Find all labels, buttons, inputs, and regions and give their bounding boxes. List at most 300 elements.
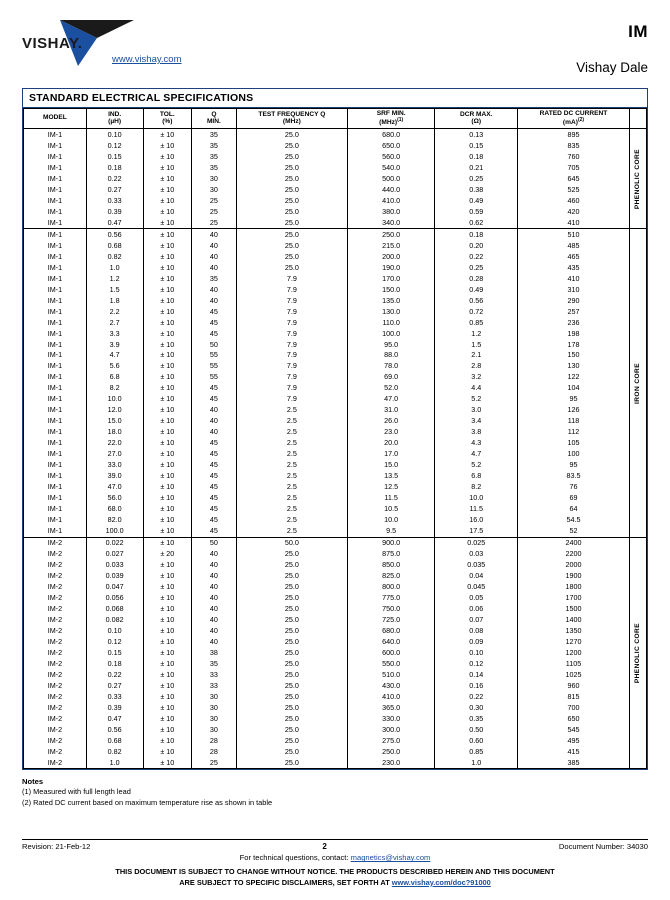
brand-name: Vishay Dale	[576, 60, 648, 75]
table-row	[24, 703, 647, 714]
cell-model: IM-1	[24, 405, 87, 416]
cell-value: 11.5	[348, 493, 435, 504]
cell-value: 435	[518, 262, 629, 273]
table-row	[24, 240, 647, 251]
notes-section	[22, 776, 648, 808]
cell-value: 560.0	[348, 151, 435, 162]
table-row	[24, 284, 647, 295]
cell-value: 0.03	[435, 549, 518, 560]
cell-value: 257	[518, 306, 629, 317]
cell-value: 0.33	[86, 195, 143, 206]
contact-prefix: For technical questions, contact:	[239, 853, 349, 863]
cell-value: 11.5	[435, 504, 518, 515]
cell-value: 4.3	[435, 438, 518, 449]
cell-value: ± 10	[143, 582, 192, 593]
cell-value: 69	[518, 493, 629, 504]
cell-value: 0.18	[435, 229, 518, 240]
cell-value: 0.15	[435, 140, 518, 151]
cell-value: 1200	[518, 648, 629, 659]
cell-value: 25.0	[236, 670, 347, 681]
cell-model: IM-2	[24, 670, 87, 681]
cell-value: 0.49	[435, 284, 518, 295]
cell-value: 0.045	[435, 582, 518, 593]
table-row	[24, 637, 647, 648]
disclaimer-prefix: ARE SUBJECT TO SPECIFIC DISCLAIMERS, SET FORTH AT	[179, 877, 390, 887]
cell-value: ± 10	[143, 140, 192, 151]
cell-value: 2.5	[236, 515, 347, 526]
cell-value: 104	[518, 383, 629, 394]
cell-model: IM-1	[24, 206, 87, 217]
cell-model: IM-1	[24, 229, 87, 240]
footer-top-row	[22, 842, 648, 851]
cell-value: ± 10	[143, 504, 192, 515]
cell-value: 33	[192, 670, 237, 681]
cell-value: 40	[192, 637, 237, 648]
cell-value: ± 10	[143, 735, 192, 746]
col-core-type	[629, 109, 646, 129]
cell-value: 2.5	[236, 471, 347, 482]
cell-model: IM-1	[24, 151, 87, 162]
disclaimer-link[interactable]: www.vishay.com/doc?91000	[391, 877, 491, 887]
cell-model: IM-1	[24, 350, 87, 361]
cell-value: ± 10	[143, 427, 192, 438]
cell-value: 13.5	[348, 471, 435, 482]
table-row	[24, 582, 647, 593]
cell-value: ± 10	[143, 195, 192, 206]
vishay-logo	[22, 18, 182, 70]
cell-value: 0.59	[435, 206, 518, 217]
cell-value: 2.1	[435, 350, 518, 361]
cell-value: 410.0	[348, 195, 435, 206]
cell-value: 0.22	[435, 692, 518, 703]
cell-value: 3.0	[435, 405, 518, 416]
cell-value: 420	[518, 206, 629, 217]
cell-value: 3.9	[86, 339, 143, 350]
cell-value: ± 10	[143, 526, 192, 537]
table-row	[24, 714, 647, 725]
cell-value: 198	[518, 328, 629, 339]
cell-value: 20.0	[348, 438, 435, 449]
cell-value: 15.0	[86, 416, 143, 427]
table-row	[24, 162, 647, 173]
cell-value: 25	[192, 217, 237, 228]
cell-value: 47.0	[86, 482, 143, 493]
cell-model: IM-1	[24, 471, 87, 482]
cell-value: 0.12	[86, 637, 143, 648]
cell-value: 25.0	[236, 659, 347, 670]
cell-value: 250.0	[348, 746, 435, 757]
cell-model: IM-2	[24, 604, 87, 615]
cell-model: IM-1	[24, 284, 87, 295]
cell-model: IM-1	[24, 328, 87, 339]
cell-value: 1.5	[86, 284, 143, 295]
table-row	[24, 173, 647, 184]
cell-value: 28	[192, 746, 237, 757]
cell-model: IM-1	[24, 438, 87, 449]
cell-value: 25	[192, 206, 237, 217]
cell-model: IM-1	[24, 262, 87, 273]
cell-model: IM-1	[24, 383, 87, 394]
cell-value: ± 10	[143, 129, 192, 140]
cell-value: 40	[192, 251, 237, 262]
cell-model: IM-2	[24, 637, 87, 648]
cell-value: 45	[192, 515, 237, 526]
cell-value: 895	[518, 129, 629, 140]
cell-value: 2200	[518, 549, 629, 560]
cell-value: 40	[192, 405, 237, 416]
cell-model: IM-2	[24, 615, 87, 626]
revision-date: Revision: 21-Feb-12	[22, 842, 91, 852]
cell-value: 25.0	[236, 757, 347, 768]
cell-value: 0.10	[86, 129, 143, 140]
table-row	[24, 449, 647, 460]
cell-value: 0.09	[435, 637, 518, 648]
cell-value: 0.25	[435, 262, 518, 273]
cell-model: IM-1	[24, 184, 87, 195]
table-row	[24, 471, 647, 482]
cell-value: ± 10	[143, 405, 192, 416]
cell-value: 40	[192, 295, 237, 306]
cell-value: 25.0	[236, 251, 347, 262]
cell-model: IM-1	[24, 460, 87, 471]
cell-value: 0.38	[435, 184, 518, 195]
cell-value: 100	[518, 449, 629, 460]
cell-value: 815	[518, 692, 629, 703]
cell-value: 645	[518, 173, 629, 184]
cell-value: 122	[518, 372, 629, 383]
cell-value: 30	[192, 714, 237, 725]
notes-heading: Notes	[22, 777, 44, 787]
cell-value: 750.0	[348, 604, 435, 615]
cell-value: 0.25	[435, 173, 518, 184]
table-row	[24, 692, 647, 703]
cell-model: IM-2	[24, 746, 87, 757]
cell-value: 30	[192, 692, 237, 703]
cell-value: 88.0	[348, 350, 435, 361]
cell-value: 700	[518, 703, 629, 714]
cell-model: IM-2	[24, 626, 87, 637]
cell-value: ± 10	[143, 659, 192, 670]
cell-model: IM-1	[24, 515, 87, 526]
cell-value: 0.82	[86, 746, 143, 757]
cell-value: 500.0	[348, 173, 435, 184]
cell-value: 30	[192, 184, 237, 195]
cell-value: 0.18	[435, 151, 518, 162]
cell-value: 3.8	[435, 427, 518, 438]
page-number: 2	[322, 842, 327, 852]
cell-value: 25.0	[236, 714, 347, 725]
cell-value: 4.4	[435, 383, 518, 394]
cell-value: ± 10	[143, 361, 192, 372]
cell-value: ± 10	[143, 515, 192, 526]
cell-value: 17.5	[435, 526, 518, 537]
cell-value: 410	[518, 217, 629, 228]
cell-value: 25.0	[236, 129, 347, 140]
table-row	[24, 361, 647, 372]
cell-value: ± 10	[143, 460, 192, 471]
cell-value: 0.49	[435, 195, 518, 206]
cell-value: 0.30	[435, 703, 518, 714]
cell-value: 0.85	[435, 317, 518, 328]
cell-value: 16.0	[435, 515, 518, 526]
cell-model: IM-1	[24, 173, 87, 184]
table-row	[24, 537, 647, 548]
cell-value: 10.5	[348, 504, 435, 515]
cell-value: 0.22	[86, 173, 143, 184]
cell-value: 230.0	[348, 757, 435, 768]
footer-divider	[22, 839, 648, 840]
cell-model: IM-2	[24, 582, 87, 593]
cell-value: ± 10	[143, 604, 192, 615]
cell-value: 410	[518, 273, 629, 284]
cell-value: ± 20	[143, 549, 192, 560]
cell-value: ± 10	[143, 757, 192, 768]
table-row	[24, 195, 647, 206]
cell-value: 365.0	[348, 703, 435, 714]
cell-value: 105	[518, 438, 629, 449]
page-header	[22, 18, 648, 82]
cell-value: 25.0	[236, 582, 347, 593]
cell-value: 510.0	[348, 670, 435, 681]
table-row	[24, 438, 647, 449]
cell-value: 0.12	[86, 140, 143, 151]
table-row	[24, 405, 647, 416]
cell-value: 25.0	[236, 648, 347, 659]
cell-value: 150.0	[348, 284, 435, 295]
table-row	[24, 460, 647, 471]
cell-value: 2.5	[236, 449, 347, 460]
cell-value: 1.0	[86, 757, 143, 768]
cell-value: 0.04	[435, 571, 518, 582]
cell-value: 190.0	[348, 262, 435, 273]
cell-value: 55	[192, 350, 237, 361]
cell-value: 960	[518, 681, 629, 692]
cell-value: 40	[192, 593, 237, 604]
col-q-min: Q MIN.	[192, 109, 237, 129]
cell-value: 0.22	[86, 670, 143, 681]
contact-email-link[interactable]: magnetics@vishay.com	[350, 853, 431, 863]
cell-value: ± 10	[143, 151, 192, 162]
cell-value: 540.0	[348, 162, 435, 173]
cell-value: 1700	[518, 593, 629, 604]
cell-value: 35	[192, 162, 237, 173]
cell-value: 25.0	[236, 604, 347, 615]
cell-value: 50	[192, 537, 237, 548]
cell-value: 25.0	[236, 615, 347, 626]
document-number: Document Number: 34030	[558, 842, 648, 852]
cell-value: 3.3	[86, 328, 143, 339]
cell-value: 0.39	[86, 206, 143, 217]
cell-value: 12.0	[86, 405, 143, 416]
cell-value: 0.47	[86, 217, 143, 228]
cell-value: 40	[192, 549, 237, 560]
svg-text:VISHAY.: VISHAY.	[22, 35, 83, 52]
cell-value: 40	[192, 604, 237, 615]
cell-value: 800.0	[348, 582, 435, 593]
cell-value: 7.9	[236, 317, 347, 328]
table-row	[24, 151, 647, 162]
cell-value: 2.5	[236, 493, 347, 504]
cell-value: 25.0	[236, 151, 347, 162]
table-row	[24, 615, 647, 626]
cell-value: 440.0	[348, 184, 435, 195]
cell-value: 0.56	[435, 295, 518, 306]
cell-value: 30	[192, 725, 237, 736]
cell-model: IM-1	[24, 361, 87, 372]
table-row	[24, 306, 647, 317]
cell-value: ± 10	[143, 383, 192, 394]
cell-value: 0.12	[435, 659, 518, 670]
cell-value: 33	[192, 681, 237, 692]
cell-value: 25.0	[236, 217, 347, 228]
table-row	[24, 549, 647, 560]
cell-model: IM-2	[24, 681, 87, 692]
cell-value: 340.0	[348, 217, 435, 228]
cell-value: 0.18	[86, 659, 143, 670]
cell-value: 760	[518, 151, 629, 162]
cell-value: 112	[518, 427, 629, 438]
cell-value: 25.0	[236, 746, 347, 757]
cell-value: 35	[192, 129, 237, 140]
table-row	[24, 350, 647, 361]
cell-value: ± 10	[143, 438, 192, 449]
cell-value: ± 10	[143, 229, 192, 240]
cell-value: 550.0	[348, 659, 435, 670]
cell-value: 10.0	[348, 515, 435, 526]
cell-value: 0.60	[435, 735, 518, 746]
cell-value: 50.0	[236, 537, 347, 548]
cell-value: 3.4	[435, 416, 518, 427]
table-row	[24, 339, 647, 350]
cell-value: 0.50	[435, 725, 518, 736]
cell-value: 1400	[518, 615, 629, 626]
cell-value: 40	[192, 229, 237, 240]
cell-value: 39.0	[86, 471, 143, 482]
cell-value: 0.035	[435, 560, 518, 571]
col-dcr-max: DCR MAX. (Ω)	[435, 109, 518, 129]
cell-value: 12.5	[348, 482, 435, 493]
cell-value: 1.0	[86, 262, 143, 273]
cell-value: 900.0	[348, 537, 435, 548]
cell-value: ± 10	[143, 328, 192, 339]
col-inductance: IND. (µH)	[86, 109, 143, 129]
cell-value: 385	[518, 757, 629, 768]
cell-value: 460	[518, 195, 629, 206]
cell-value: 0.047	[86, 582, 143, 593]
cell-value: 25.0	[236, 140, 347, 151]
cell-value: 95	[518, 460, 629, 471]
cell-model: IM-2	[24, 757, 87, 768]
col-model: MODEL	[24, 109, 87, 129]
cell-value: 25.0	[236, 229, 347, 240]
cell-value: 40	[192, 626, 237, 637]
cell-value: ± 10	[143, 449, 192, 460]
cell-value: 1350	[518, 626, 629, 637]
cell-value: 25.0	[236, 184, 347, 195]
cell-value: 2.5	[236, 427, 347, 438]
cell-value: ± 10	[143, 637, 192, 648]
table-row	[24, 493, 647, 504]
cell-value: 8.2	[435, 482, 518, 493]
table-row	[24, 626, 647, 637]
cell-value: 23.0	[348, 427, 435, 438]
cell-value: 7.9	[236, 306, 347, 317]
note-item-2: (2) Rated DC current based on maximum temperature rise as shown in table	[22, 798, 273, 808]
cell-value: 495	[518, 735, 629, 746]
cell-value: ± 10	[143, 273, 192, 284]
cell-value: 170.0	[348, 273, 435, 284]
table-row	[24, 482, 647, 493]
cell-value: 25.0	[236, 703, 347, 714]
cell-value: 1900	[518, 571, 629, 582]
cell-value: 178	[518, 339, 629, 350]
cell-value: 510	[518, 229, 629, 240]
cell-value: 95.0	[348, 339, 435, 350]
cell-model: IM-2	[24, 560, 87, 571]
table-row	[24, 273, 647, 284]
cell-value: 40	[192, 240, 237, 251]
cell-value: 25.0	[236, 240, 347, 251]
cell-value: 0.21	[435, 162, 518, 173]
cell-model: IM-2	[24, 714, 87, 725]
table-row	[24, 515, 647, 526]
cell-value: 875.0	[348, 549, 435, 560]
cell-model: IM-1	[24, 493, 87, 504]
cell-value: 0.56	[86, 229, 143, 240]
cell-value: 69.0	[348, 372, 435, 383]
cell-value: 27.0	[86, 449, 143, 460]
cell-value: 1105	[518, 659, 629, 670]
table-row	[24, 416, 647, 427]
cell-value: 45	[192, 438, 237, 449]
table-row	[24, 372, 647, 383]
cell-value: ± 10	[143, 306, 192, 317]
cell-value: ± 10	[143, 725, 192, 736]
header-left	[22, 18, 182, 70]
col-test-frequency: TEST FREQUENCY Q (MHz)	[236, 109, 347, 129]
table-row	[24, 571, 647, 582]
cell-value: 6.8	[435, 471, 518, 482]
cell-value: 0.08	[435, 626, 518, 637]
cell-value: ± 10	[143, 416, 192, 427]
cell-value: 1270	[518, 637, 629, 648]
spec-table-title: STANDARD ELECTRICAL SPECIFICATIONS	[23, 89, 647, 108]
cell-model: IM-2	[24, 703, 87, 714]
cell-value: 0.056	[86, 593, 143, 604]
cell-value: 76	[518, 482, 629, 493]
cell-value: ± 10	[143, 537, 192, 548]
cell-value: ± 10	[143, 240, 192, 251]
website-link[interactable]: www.vishay.com	[112, 54, 182, 65]
cell-model: IM-1	[24, 504, 87, 515]
table-row	[24, 427, 647, 438]
cell-value: ± 10	[143, 714, 192, 725]
cell-value: 0.039	[86, 571, 143, 582]
cell-value: 15.0	[348, 460, 435, 471]
cell-value: 25.0	[236, 692, 347, 703]
cell-value: 52.0	[348, 383, 435, 394]
cell-value: ± 10	[143, 206, 192, 217]
table-row	[24, 140, 647, 151]
cell-model: IM-1	[24, 129, 87, 140]
cell-value: ± 10	[143, 339, 192, 350]
cell-value: 40	[192, 262, 237, 273]
col-rated-dc-current: RATED DC CURRENT (mA)$^{(2)}$	[518, 109, 629, 129]
cell-value: 4.7	[435, 449, 518, 460]
cell-value: ± 10	[143, 626, 192, 637]
cell-model: IM-1	[24, 295, 87, 306]
cell-value: 25.0	[236, 262, 347, 273]
